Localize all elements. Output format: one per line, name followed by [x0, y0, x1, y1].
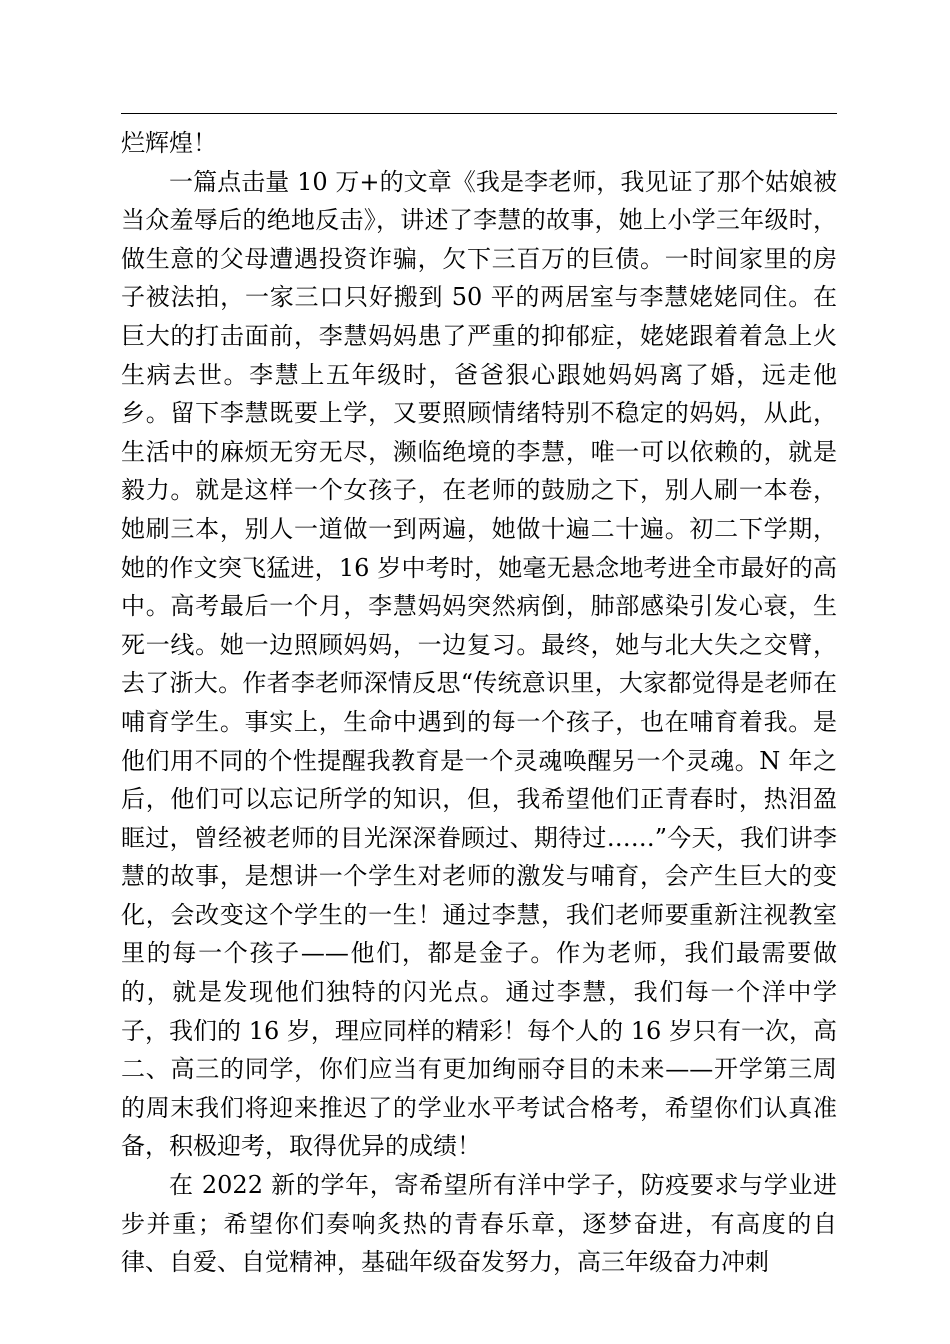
- header-rule: [121, 113, 837, 114]
- paragraph-li-hui-story: 一篇点击量 10 万+的文章《我是李老师，我见证了那个姑娘被当众羞辱后的绝地反击》，讲述了李慧的故事，她上小学三年级时，做生意的父母遭遇投资诈骗，欠下三百万的巨债。一时间家里的房子被法拍，一家三口只好搬到 50 平的两居室与李慧姥姥同住。在巨大的打击面前，李慧妈妈患了严重的抑郁症，姥姥跟着着急上火生病去世。李慧上五年级时，爸爸狠心跟她妈妈离了婚，远走他乡。留下李慧既要上学，又要照顾情绪特别不稳定的妈妈，从此，生活中的麻烦无穷无尽，濒临绝境的李慧，唯一可以依赖的，就是毅力。就是这样一个女孩子，在老师的鼓励之下，别人刷一本卷，她刷三本，别人一道做一到两遍，她做十遍二十遍。初二下学期，她的作文突飞猛进，16 岁中考时，她毫无悬念地考进全市最好的高中。高考最后一个月，李慧妈妈突然病倒，肺部感染引发心衰，生死一线。她一边照顾妈妈，一边复习。最终，她与北大失之交臂，去了浙大。作者李老师深情反思“传统意识里，大家都觉得是老师在哺育学生。事实上，生命中遇到的每一个孩子，也在哺育着我。是他们用不同的个性提醒我教育是一个灵魂唤醒另一个灵魂。N 年之后，他们可以忘记所学的知识，但，我希望他们正青春时，热泪盈眶过，曾经被老师的目光深深眷顾过、期待过……”今天，我们讲李慧的故事，是想讲一个学生对老师的激发与哺育，会产生巨大的变化，会改变这个学生的一生！通过李慧，我们老师要重新注视教室里的每一个孩子——他们，都是金子。作为老师，我们最需要做的，就是发现他们独特的闪光点。通过李慧，我们每一个洋中学子，我们的 16 岁，理应同样的精彩！每个人的 16 岁只有一次，高二、高三的同学，你们应当有更加绚丽夺目的未来——开学第三周的周末我们将迎来推迟了的学业水平考试合格考，希望你们认真准备，积极迎考，取得优异的成绩！: [121, 167, 837, 1161]
- paragraph-new-school-year: 在 2022 新的学年，寄希望所有洋中学子，防疫要求与学业进步并重；希望你们奏响炙热的青春乐章，逐梦奋进，有高度的自律、自爱、自觉精神，基础年级奋发努力，高三年级奋力冲刺: [121, 1171, 837, 1277]
- paragraph-continuation: 烂辉煌！: [121, 129, 217, 157]
- body-text: [121, 124, 837, 1282]
